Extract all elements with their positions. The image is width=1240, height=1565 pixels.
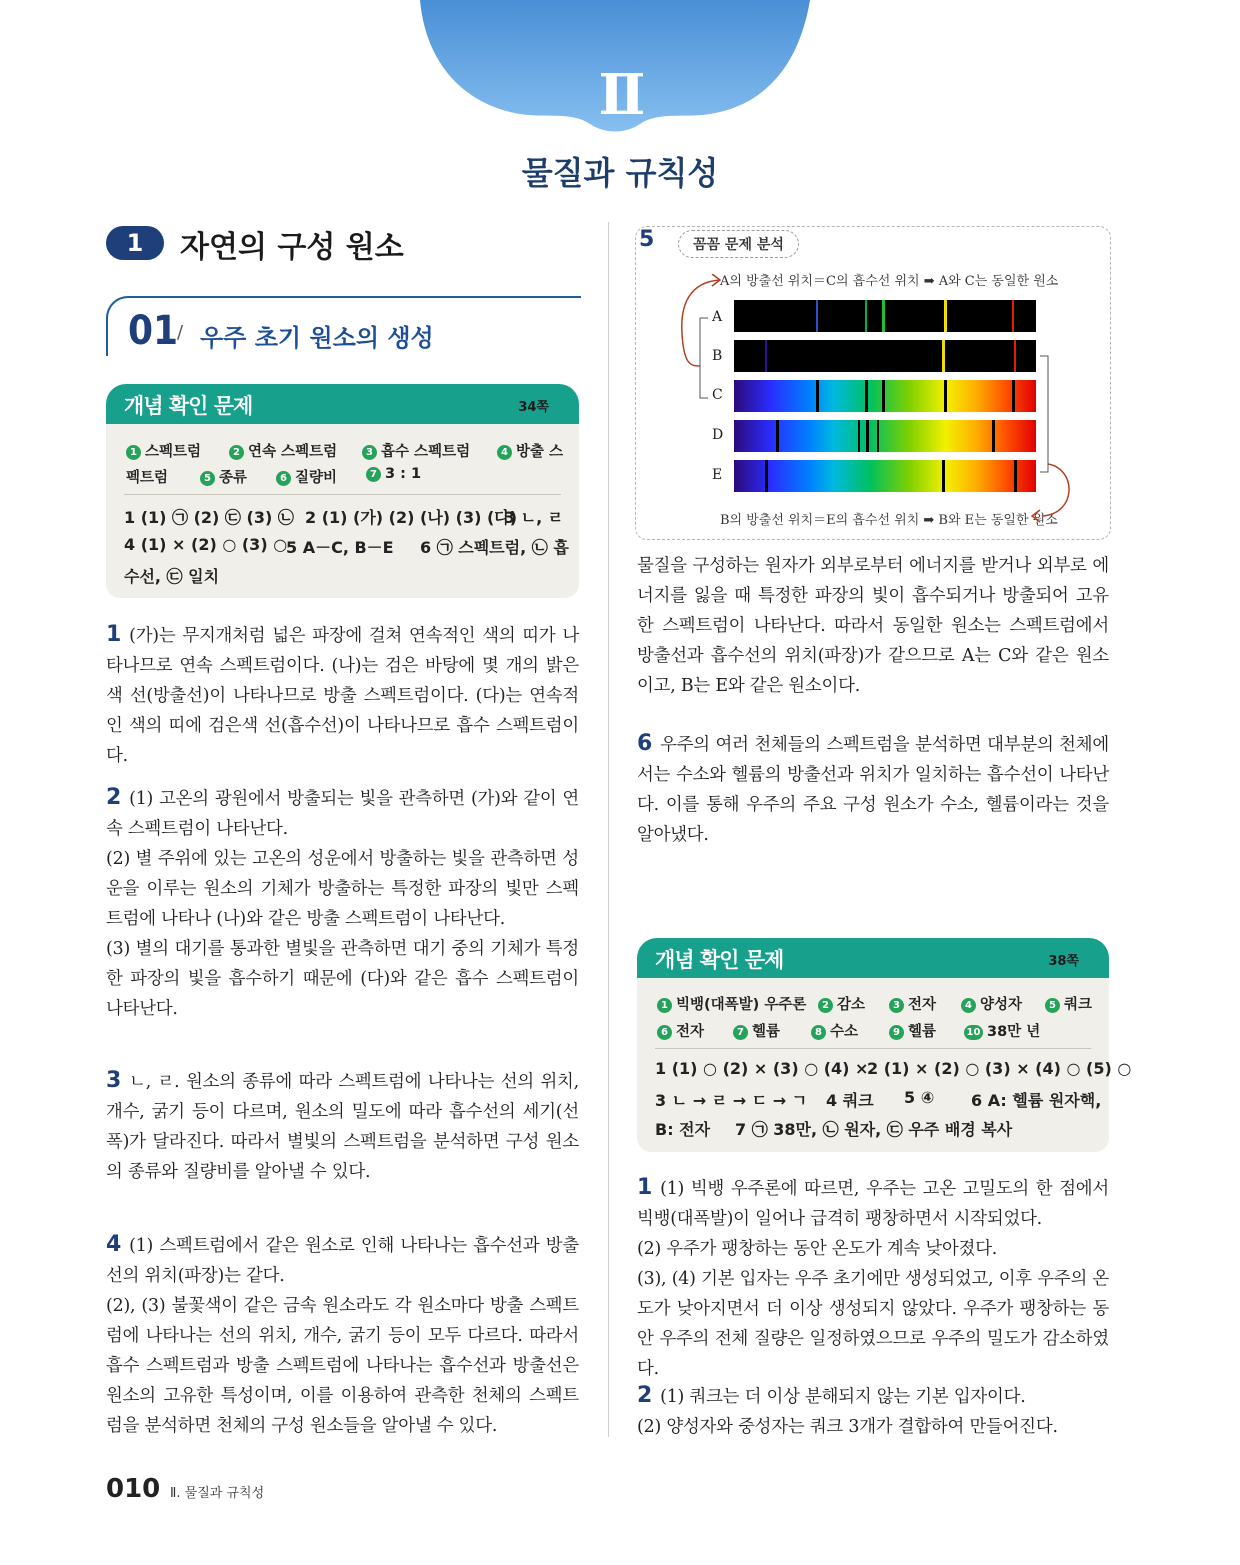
concept-box-title: 개념 확인 문제 (124, 394, 253, 418)
answer-item: 6 A: 헬륨 원자핵, (971, 1091, 1102, 1110)
keyword-item: 2 연속 스펙트럼 (229, 440, 337, 461)
concept-box-2-header (637, 938, 1109, 978)
spectrum-b (734, 340, 1036, 372)
answer-item: 1 (1) ㉠ (2) ㉢ (3) ㉡ (124, 508, 294, 527)
answer-item: B: 전자 (655, 1120, 711, 1139)
spectrum-label-b: B (712, 348, 723, 364)
absorption-line (992, 420, 995, 452)
explanation-4: 4 (1) 스펙트럼에서 같은 원소로 인해 나타나는 흡수선과 방출선의 위치(파장)는 같다. (2), (3) 불꽃색이 같은 금속 원소라도 각 원소마다 방출 스펙트럼에 나타나는 선의 위치, 개수, 굵기 등이 모두 다르다. 따라서 흡수 스펙트럼과 방출 스펙트럼에 나타나는 흡수선과 방출선은 원소의 고유한 특성이며, 이를 이용하여 관측한 천체의 스펙트럼을 분석하면 천체의 구성 원소들을 알아낼 수 있다. (106, 1232, 579, 1436)
spectrum-c (734, 380, 1036, 412)
keyword-item: 펙트럼 (126, 470, 169, 486)
explanation-5: 물질을 구성하는 원자가 외부로부터 에너지를 받거나 외부로 에너지를 잃을 때 특정한 파장의 빛이 흡수되거나 방출되어 고유한 스펙트럼이 나타난다. 따라서 동일한 원소는 스펙트럼에서 방출선과 흡수선의 위치(파장)가 같으므로 A는 C와 같은 원소이고, B는 E와 같은 원소이다. (637, 556, 1109, 696)
absorption-line (1012, 380, 1015, 412)
answer-item: 4 (1) × (2) ○ (3) ○ (124, 535, 288, 554)
spectrum-label-e: E (712, 467, 723, 483)
footer-section-label: Ⅱ. 물질과 규칙성 (170, 1486, 265, 1501)
chapter-numeral: Ⅱ (598, 62, 642, 128)
answer-item: 6 ㉠ 스펙트럼, ㉡ 흡 (420, 538, 569, 557)
absorption-line (765, 460, 768, 492)
absorption-line (877, 420, 879, 452)
emission-line (1012, 300, 1014, 332)
keyword-item: 7 3 : 1 (366, 466, 421, 482)
subsection-title: 우주 초기 원소의 생성 (200, 324, 434, 352)
answer-item: 3 ㄴ → ㄹ → ㄷ → ㄱ (655, 1091, 808, 1110)
emission-line (865, 300, 867, 332)
answer-item: 2 (1) × (2) ○ (3) × (4) ○ (5) ○ (867, 1059, 1132, 1078)
keyword-item: 10 38만 년 (964, 1020, 1040, 1041)
explanation-b2: 2 (1) 쿼크는 더 이상 분해되지 않는 기본 입자이다. (2) 양성자와 중성자는 쿼크 3개가 결합하여 만들어진다. (637, 1383, 1058, 1437)
spectrum-a (734, 300, 1036, 332)
answer-item: 수선, ㉢ 일치 (124, 567, 220, 586)
answer-item: 5 ④ (904, 1088, 935, 1107)
emission-line (816, 300, 818, 332)
keyword-item: 2 감소 (818, 993, 865, 1014)
keyword-item: 7 헬륨 (733, 1020, 780, 1041)
concept-box-header (106, 384, 579, 424)
answer-item: 3 ㄴ, ㄹ (504, 508, 564, 527)
keyword-item: 3 흡수 스펙트럼 (362, 440, 470, 461)
emission-line (942, 340, 945, 372)
keyword-item: 5 쿼크 (1045, 993, 1092, 1014)
figure-note-top: A의 방출선 위치＝C의 흡수선 위치 ➡ A와 C는 동일한 원소 (720, 274, 1059, 289)
concept-separator (655, 1048, 1091, 1049)
explanation-6: 6 우주의 여러 천체들의 스펙트럼을 분석하면 대부분의 천체에서는 수소와 헬륨의 방출선과 위치가 일치하는 흡수선이 나타난다. 이를 통해 우주의 주요 구성 원소가 수소, 헬륨이라는 것을 알아냈다. (637, 731, 1109, 845)
keyword-item: 4 방출 스 (497, 440, 563, 461)
keyword-item: 4 양성자 (961, 993, 1022, 1014)
answer-item: 7 ㉠ 38만, ㉡ 원자, ㉢ 우주 배경 복사 (735, 1120, 1013, 1139)
emission-line (944, 300, 947, 332)
absorption-line (942, 460, 945, 492)
absorption-line (776, 420, 779, 452)
keyword-item: 1 스펙트럼 (126, 440, 201, 461)
subsection-slash: / (177, 322, 184, 343)
keyword-item: 6 질량비 (276, 466, 337, 487)
spectrum-e (734, 460, 1036, 492)
figure-note-bottom: B의 방출선 위치＝E의 흡수선 위치 ➡ B와 E는 동일한 원소 (720, 513, 1058, 528)
absorption-line (944, 380, 947, 412)
answer-item: 5 A－C, B－E (286, 538, 394, 557)
keyword-item: 8 수소 (811, 1020, 858, 1041)
keyword-item: 5 종류 (200, 466, 247, 487)
emission-line (882, 300, 885, 332)
answer-item: 1 (1) ○ (2) × (3) ○ (4) × (655, 1059, 869, 1078)
chapter-title: 물질과 규칙성 (521, 154, 719, 192)
explanation-b1: 1 (1) 빅뱅 우주론에 따르면, 우주는 고온 고밀도의 한 점에서 빅뱅(대폭발)이 일어나 급격히 팽창하면서 시작되었다. (2) 우주가 팽창하는 동안 온도가 계속 낮아졌다. (3), (4) 기본 입자는 우주 초기에만 생성되었고, 이후 우주의 온도가 낮아지면서 더 이상 생성되지 않았다. 우주가 팽창하는 동안 우주의 전체 질량은 일정하였으므로 우주의 밀도가 감소하였다. (637, 1175, 1109, 1379)
section-title: 자연의 구성 원소 (180, 230, 404, 265)
absorption-line (858, 420, 860, 452)
explanation-3: 3 ㄴ, ㄹ. 원소의 종류에 따라 스펙트럼에 나타나는 선의 위치, 개수, 굵기 등이 다르며, 원소의 밀도에 따라 흡수선의 세기(선폭)가 달라진다. 따라서 별빛의 스펙트럼을 분석하면 구성 원소의 종류와 질량비를 알아낼 수 있다. (106, 1068, 579, 1182)
question-number: 5 (639, 227, 655, 252)
explanation-2: 2 (1) 고온의 광원에서 방출되는 빛을 관측하면 (가)와 같이 연속 스펙트럼이 나타난다. (2) 별 주위에 있는 고온의 성운에서 방출하는 빛을 관측하면 성운을 이루는 원소의 기체가 방출하는 특정한 파장의 빛만 스펙트럼에 나타나 (나)와 같은 방출 스펙트럼이 나타난다. (3) 별의 대기를 통과한 별빛을 관측하면 대기 중의 기체가 특정한 파장의 빛을 흡수하기 때문에 (다)와 같은 흡수 스펙트럼이 나타난다. (106, 785, 579, 1019)
concept-box-page: 34쪽 (518, 400, 549, 415)
spectrum-d (734, 420, 1036, 452)
spectrum-label-c: C (712, 387, 723, 403)
figure-tag: 꼼꼼 문제 분석 (678, 230, 799, 258)
emission-line (765, 340, 767, 372)
concept-box-2-title: 개념 확인 문제 (655, 948, 784, 972)
page-number: 010 (106, 1474, 161, 1504)
keyword-item: 9 헬륨 (889, 1020, 936, 1041)
answer-item: 2 (1) (가) (2) (나) (3) (다) (305, 508, 518, 527)
emission-line (1014, 340, 1016, 372)
absorption-line (882, 380, 885, 412)
keyword-item: 6 전자 (657, 1020, 704, 1041)
keyword-item: 1 빅뱅(대폭발) 우주론 (657, 993, 806, 1014)
explanation-1: 1 (가)는 무지개처럼 넓은 파장에 걸쳐 연속적인 색의 띠가 나타나므로 연속 스펙트럼이다. (나)는 검은 바탕에 몇 개의 밝은색 선(방출선)이 나타나므로 방출 스펙트럼이다. (다)는 연속적인 색의 띠에 검은색 선(흡수선)이 나타나므로 흡수 스펙트럼이다. (106, 622, 579, 766)
column-divider (608, 222, 609, 1437)
absorption-line (816, 380, 819, 412)
spectrum-label-a: A (712, 309, 723, 325)
subsection-number: 01 (128, 308, 179, 354)
absorption-line (866, 420, 869, 452)
concept-box-2-page: 38쪽 (1048, 954, 1079, 969)
answer-item: 4 쿼크 (826, 1091, 874, 1110)
spectrum-label-d: D (712, 427, 724, 443)
concept-separator (124, 494, 561, 495)
section-number-badge: 1 (106, 226, 164, 260)
absorption-line (865, 380, 868, 412)
absorption-line (1014, 460, 1017, 492)
keyword-item: 3 전자 (889, 993, 936, 1014)
